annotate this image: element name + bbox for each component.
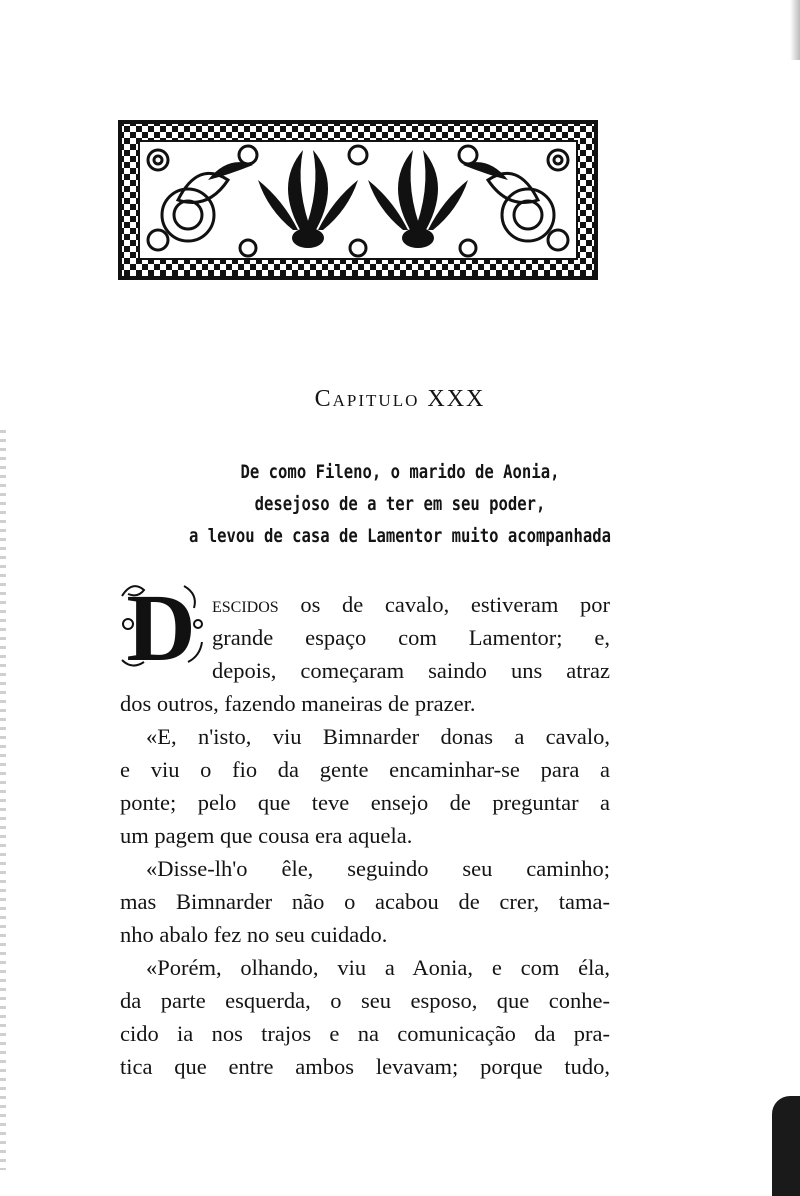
text-line: e viu o fio da gente encaminhar-se para a (120, 757, 610, 782)
text-line: tica que entre ambos levavam; porque tudo, (120, 1054, 610, 1079)
text-line: mas Bimnarder não o acabou de crer, tama- (120, 889, 610, 914)
page-edge-right (790, 0, 800, 60)
text-line: «Disse-lh'o êle, seguindo seu caminho; (146, 856, 610, 881)
text-line (120, 588, 610, 621)
text-line: «Porém, olhando, viu a Aonia, e com éla, (146, 955, 610, 980)
page-edge-left (0, 430, 6, 1170)
decorative-headpiece-ornament (118, 120, 598, 280)
text-line: depois, começaram saindo uns atraz (212, 658, 610, 683)
body-text (120, 588, 610, 1083)
chapter-subtitle (187, 456, 613, 552)
text-fragment: os de cavalo, estiveram por (278, 592, 610, 617)
text-line: nho abalo fez no seu cuidado. (120, 922, 388, 947)
text-line: cido ia nos trajos e na comunicação da pra- (120, 1021, 610, 1046)
text-line: ponte; pelo que teve ensejo de preguntar a (120, 790, 610, 815)
subtitle-line: a levou de casa de Lamentor muito acompanhada (188, 525, 612, 547)
text-line: grande espaço com Lamentor; e, (212, 625, 610, 650)
subtitle-line: desejoso de a ter em seu poder, (254, 493, 546, 515)
text-line: da parte esquerda, o seu esposo, que conhe- (120, 988, 610, 1013)
small-caps-word: escidos (212, 592, 279, 617)
drop-cap-letter: D (126, 576, 196, 672)
text-line: dos outros, fazendo maneiras de prazer. (120, 691, 476, 716)
chapter-heading: Capitulo XXX (314, 386, 486, 412)
scan-corner-mark (772, 1096, 800, 1196)
subtitle-line: De como Fileno, o marido de Aonia, (240, 461, 560, 483)
text-line: «E, n'isto, viu Bimnarder donas a cavalo, (146, 724, 610, 749)
text-line: um pagem que cousa era aquela. (120, 823, 413, 848)
